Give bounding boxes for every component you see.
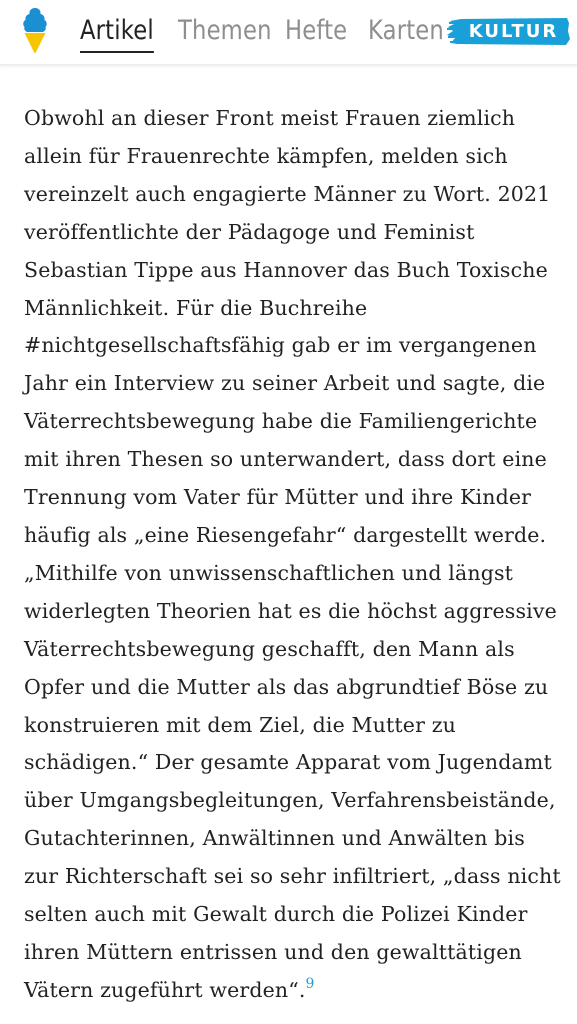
article-line: konstruieren mit dem Ziel, die Mutter zu xyxy=(24,712,456,737)
nav-item-artikel[interactable]: Artikel xyxy=(80,13,154,49)
kultur-button[interactable] xyxy=(447,17,570,46)
article-line: Väterrechtsbewegung habe die Familiengerichte xyxy=(24,409,538,434)
article-line: Sebastian Tippe aus Hannover das Buch Toxische xyxy=(24,257,548,282)
article-line: zur Richterschaft sei so sehr infiltriert, „dass nicht xyxy=(24,864,561,889)
article-line: über Umgangsbegleitungen, Verfahrensbeistände, xyxy=(24,788,556,813)
article-line: allein für Frauenrechte kämpfen, melden sich xyxy=(24,143,508,168)
article-line-text: Vätern zugeführt werden“. xyxy=(24,977,306,1002)
nav-item-karten[interactable]: Karten xyxy=(368,15,444,46)
article-line: Gutachterinnen, Anwältinnen und Anwälten bis xyxy=(24,826,525,851)
article-line: widerlegten Theorien hat es die höchst aggressive xyxy=(24,598,557,623)
article-line: Opfer und die Mutter als das abgrundtief Böse zu xyxy=(24,674,549,699)
article-line: veröffentlichte der Pädagoge und Feminist xyxy=(24,219,475,244)
article-last-line xyxy=(24,972,564,1010)
article-line: #nichtgesellschaftsfähig gab er im vergangenen xyxy=(24,333,537,358)
article-line: schädigen.“ Der gesamte Apparat vom Jugendamt xyxy=(24,750,552,775)
article-line: vereinzelt auch engagierte Männer zu Wort. 2021 xyxy=(24,181,551,206)
article-line: Väterrechtsbewegung geschafft, den Mann als xyxy=(24,636,515,661)
article-line: Männlichkeit. Für die Buchreihe xyxy=(24,295,368,320)
article-line: Trennung vom Vater für Mütter und ihre Kinder xyxy=(24,485,532,510)
article-line: ihren Müttern entrissen und den gewalttätigen xyxy=(24,939,522,964)
top-navigation-bar xyxy=(0,0,577,65)
article-line: mit ihren Thesen so unterwandert, dass dort eine xyxy=(24,447,547,472)
ice-cream-cone-logo-icon[interactable] xyxy=(22,6,48,54)
article-body xyxy=(24,100,564,1010)
article-line: häufig als „eine Riesengefahr“ dargestellt werde. xyxy=(24,522,547,547)
article-line: selten auch mit Gewalt durch die Polizei Kinder xyxy=(24,902,528,927)
article-line: Jahr ein Interview zu seiner Arbeit und sagte, die xyxy=(24,371,546,396)
nav-item-hefte[interactable]: Hefte xyxy=(285,15,348,46)
footnote-link[interactable]: 9 xyxy=(305,975,315,992)
nav-item-themen[interactable]: Themen xyxy=(178,15,272,46)
article-line: „Mithilfe von unwissenschaftlichen und längst xyxy=(24,560,514,585)
kultur-label: KULTUR xyxy=(468,21,559,42)
article-line: Obwohl an dieser Front meist Frauen ziemlich xyxy=(24,106,516,130)
